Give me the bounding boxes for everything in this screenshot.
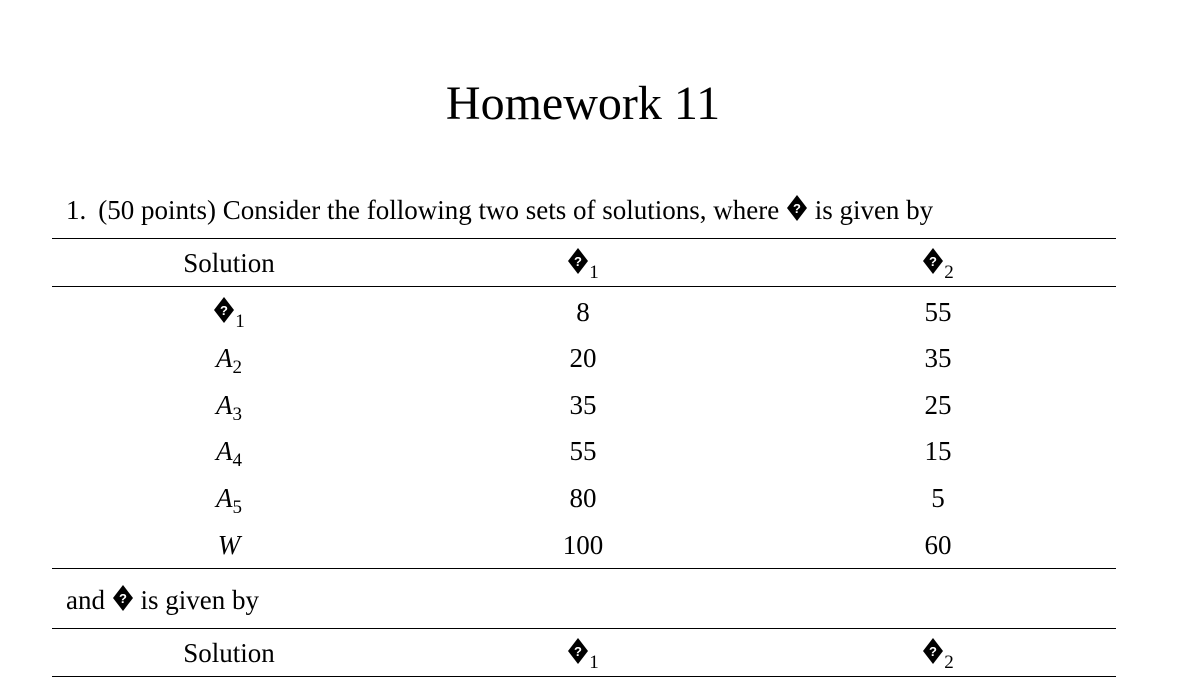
table1-header-rule: [52, 286, 1116, 287]
replacement-glyph-icon: [567, 247, 589, 275]
table1-row2-value2: 35: [924, 343, 952, 373]
question-1-statement: [66, 192, 933, 228]
table1-row1-label: [140, 289, 318, 335]
table1-row6-label: [140, 522, 318, 568]
table2-header-col2-subscript: 1: [589, 652, 599, 673]
row-label: A: [216, 436, 233, 466]
table2-top-rule: [52, 628, 1116, 629]
table1-header-col3-subscript: 2: [944, 262, 954, 283]
table1-header-col2: [494, 240, 672, 286]
table1-row6-value1: 100: [562, 530, 604, 560]
table1-row3-value2: 25: [924, 390, 952, 420]
row-label: A: [216, 343, 233, 373]
svg-text:?: ?: [929, 254, 938, 269]
row-label: A: [216, 390, 233, 420]
question-text-before-symbol: (50 points) Consider the following two sets of solutions, where: [98, 195, 780, 225]
table2-header-row: [52, 630, 1116, 676]
table1-row5-value1: 80: [569, 483, 597, 513]
table-row: [52, 522, 1116, 568]
page-title: Homework 11: [445, 77, 721, 130]
table1-row5-label: [140, 475, 318, 521]
connector-and: and: [66, 585, 105, 615]
table-row: [52, 289, 1116, 335]
table2-header-rule: [52, 676, 1116, 677]
table1-row1-value1: 8: [576, 297, 590, 327]
svg-text:?: ?: [118, 591, 127, 606]
row-label-subscript: 1: [235, 311, 245, 332]
table2-header-solution: Solution: [183, 638, 275, 668]
table1-row5-value2: 5: [931, 483, 945, 513]
table1-row1-value2: 55: [924, 297, 952, 327]
table1-top-rule: [52, 238, 1116, 239]
svg-text:?: ?: [792, 201, 801, 216]
question-number: 1.: [66, 195, 87, 225]
connector-statement: [66, 582, 259, 618]
replacement-glyph-icon: [786, 194, 808, 222]
replacement-glyph-icon: [922, 637, 944, 665]
table1-header-col3: [849, 240, 1027, 286]
table1-header-solution: Solution: [183, 248, 275, 278]
row-label: A: [216, 483, 233, 513]
svg-text:?: ?: [929, 644, 938, 659]
table2-header-col3-subscript: 2: [944, 652, 954, 673]
table1-header-col2-subscript: 1: [589, 262, 599, 283]
table1-header-row: [52, 240, 1116, 286]
replacement-glyph-icon: [567, 637, 589, 665]
replacement-glyph-icon: [213, 296, 235, 324]
svg-text:?: ?: [220, 303, 229, 318]
table-row: [52, 335, 1116, 381]
row-label-subscript: 2: [232, 357, 242, 378]
table1-row4-value1: 55: [569, 436, 597, 466]
table-row: [52, 475, 1116, 521]
svg-text:?: ?: [574, 644, 583, 659]
question-text-after-symbol: is given by: [814, 195, 934, 225]
row-label-subscript: 5: [232, 497, 242, 518]
table1-row4-value2: 15: [924, 436, 952, 466]
table2-header-col3: [849, 630, 1027, 676]
connector-text-after-symbol: is given by: [140, 585, 259, 615]
table1-row2-label: [140, 335, 318, 381]
table1-row3-label: [140, 382, 318, 428]
row-label-subscript: 4: [232, 450, 242, 471]
table-row: [52, 382, 1116, 428]
row-label-subscript: 3: [232, 404, 242, 425]
table1-row4-label: [140, 428, 318, 474]
table1-row2-value1: 20: [569, 343, 597, 373]
replacement-glyph-icon: [112, 584, 134, 612]
replacement-glyph-icon: [922, 247, 944, 275]
table1-row6-value2: 60: [924, 530, 952, 560]
table1-row3-value1: 35: [569, 390, 597, 420]
svg-text:?: ?: [574, 254, 583, 269]
row-label: W: [217, 530, 241, 560]
table-row: [52, 428, 1116, 474]
table1-bottom-rule: [52, 568, 1116, 569]
table2-header-col2: [494, 630, 672, 676]
